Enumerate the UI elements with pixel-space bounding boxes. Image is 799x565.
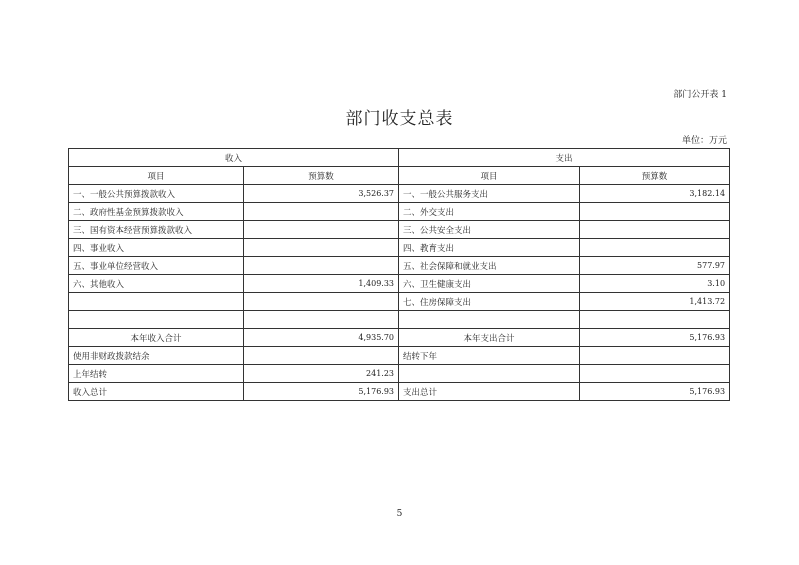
grand-total-row (69, 383, 730, 401)
prior-year-row (69, 365, 730, 383)
table-row (69, 221, 730, 239)
income-group-header: 收入 (69, 149, 399, 167)
expense-label-cell: 支出总计 (399, 383, 580, 401)
column-header-row (69, 167, 730, 185)
balance-row (69, 347, 730, 365)
income-value-cell: 5,176.93 (244, 383, 399, 401)
expense-value-cell (580, 311, 730, 329)
expense-value-cell (580, 365, 730, 383)
table-row (69, 203, 730, 221)
income-budget-header: 预算数 (244, 167, 399, 185)
unit-label: 单位：万元 (681, 136, 727, 146)
total-row (69, 329, 730, 347)
expense-value-cell: 5,176.93 (580, 383, 730, 401)
income-value-cell (244, 347, 399, 365)
income-label-cell: 收入总计 (69, 383, 244, 401)
income-item-cell: 五、事业单位经营收入 (69, 257, 244, 275)
income-value-cell: 3,526.37 (244, 185, 399, 203)
income-value-cell: 4,935.70 (244, 329, 399, 347)
expense-value-cell: 3,182.14 (580, 185, 730, 203)
income-value-cell (244, 203, 399, 221)
income-item-cell: 三、国有资本经营预算拨款收入 (69, 221, 244, 239)
expense-value-cell: 577.97 (580, 257, 730, 275)
page-number: 5 (396, 509, 403, 519)
income-value-cell: 241.23 (244, 365, 399, 383)
expense-value-cell: 5,176.93 (580, 329, 730, 347)
group-header-row (69, 149, 730, 167)
expense-item-cell: 七、住房保障支出 (399, 293, 580, 311)
table-body (69, 149, 730, 401)
table-row (69, 311, 730, 329)
expense-label-cell: 结转下年 (399, 347, 580, 365)
budget-summary-table (68, 148, 730, 401)
income-value-cell (244, 239, 399, 257)
expense-item-cell (399, 311, 580, 329)
income-item-cell: 六、其他收入 (69, 275, 244, 293)
income-item-cell: 二、政府性基金预算拨款收入 (69, 203, 244, 221)
expense-label-cell: 本年支出合计 (399, 329, 580, 347)
table-row (69, 185, 730, 203)
income-item-header: 项目 (69, 167, 244, 185)
income-value-cell (244, 293, 399, 311)
expense-item-cell: 五、社会保障和就业支出 (399, 257, 580, 275)
expense-value-cell (580, 203, 730, 221)
table-row (69, 293, 730, 311)
expense-item-header: 项目 (399, 167, 580, 185)
income-label-cell: 使用非财政拨款结余 (69, 347, 244, 365)
expense-value-cell: 1,413.72 (580, 293, 730, 311)
table-row (69, 257, 730, 275)
expense-label-cell (399, 365, 580, 383)
expense-item-cell: 四、教育支出 (399, 239, 580, 257)
expense-budget-header: 预算数 (580, 167, 730, 185)
income-value-cell (244, 257, 399, 275)
expense-value-cell (580, 239, 730, 257)
income-item-cell (69, 311, 244, 329)
expense-value-cell (580, 221, 730, 239)
income-value-cell (244, 221, 399, 239)
expense-item-cell: 一、一般公共服务支出 (399, 185, 580, 203)
income-item-cell (69, 293, 244, 311)
expense-item-cell: 六、卫生健康支出 (399, 275, 580, 293)
table-row (69, 239, 730, 257)
page-title: 部门收支总表 (345, 109, 454, 129)
expense-value-cell: 3.10 (580, 275, 730, 293)
income-value-cell (244, 311, 399, 329)
income-value-cell: 1,409.33 (244, 275, 399, 293)
expense-item-cell: 二、外交支出 (399, 203, 580, 221)
table-number: 部门公开表 1 (673, 90, 727, 100)
income-item-cell: 一、一般公共预算拨款收入 (69, 185, 244, 203)
income-item-cell: 四、事业收入 (69, 239, 244, 257)
income-label-cell: 上年结转 (69, 365, 244, 383)
income-label-cell: 本年收入合计 (69, 329, 244, 347)
table-row (69, 275, 730, 293)
expense-group-header: 支出 (399, 149, 730, 167)
expense-item-cell: 三、公共安全支出 (399, 221, 580, 239)
expense-value-cell (580, 347, 730, 365)
